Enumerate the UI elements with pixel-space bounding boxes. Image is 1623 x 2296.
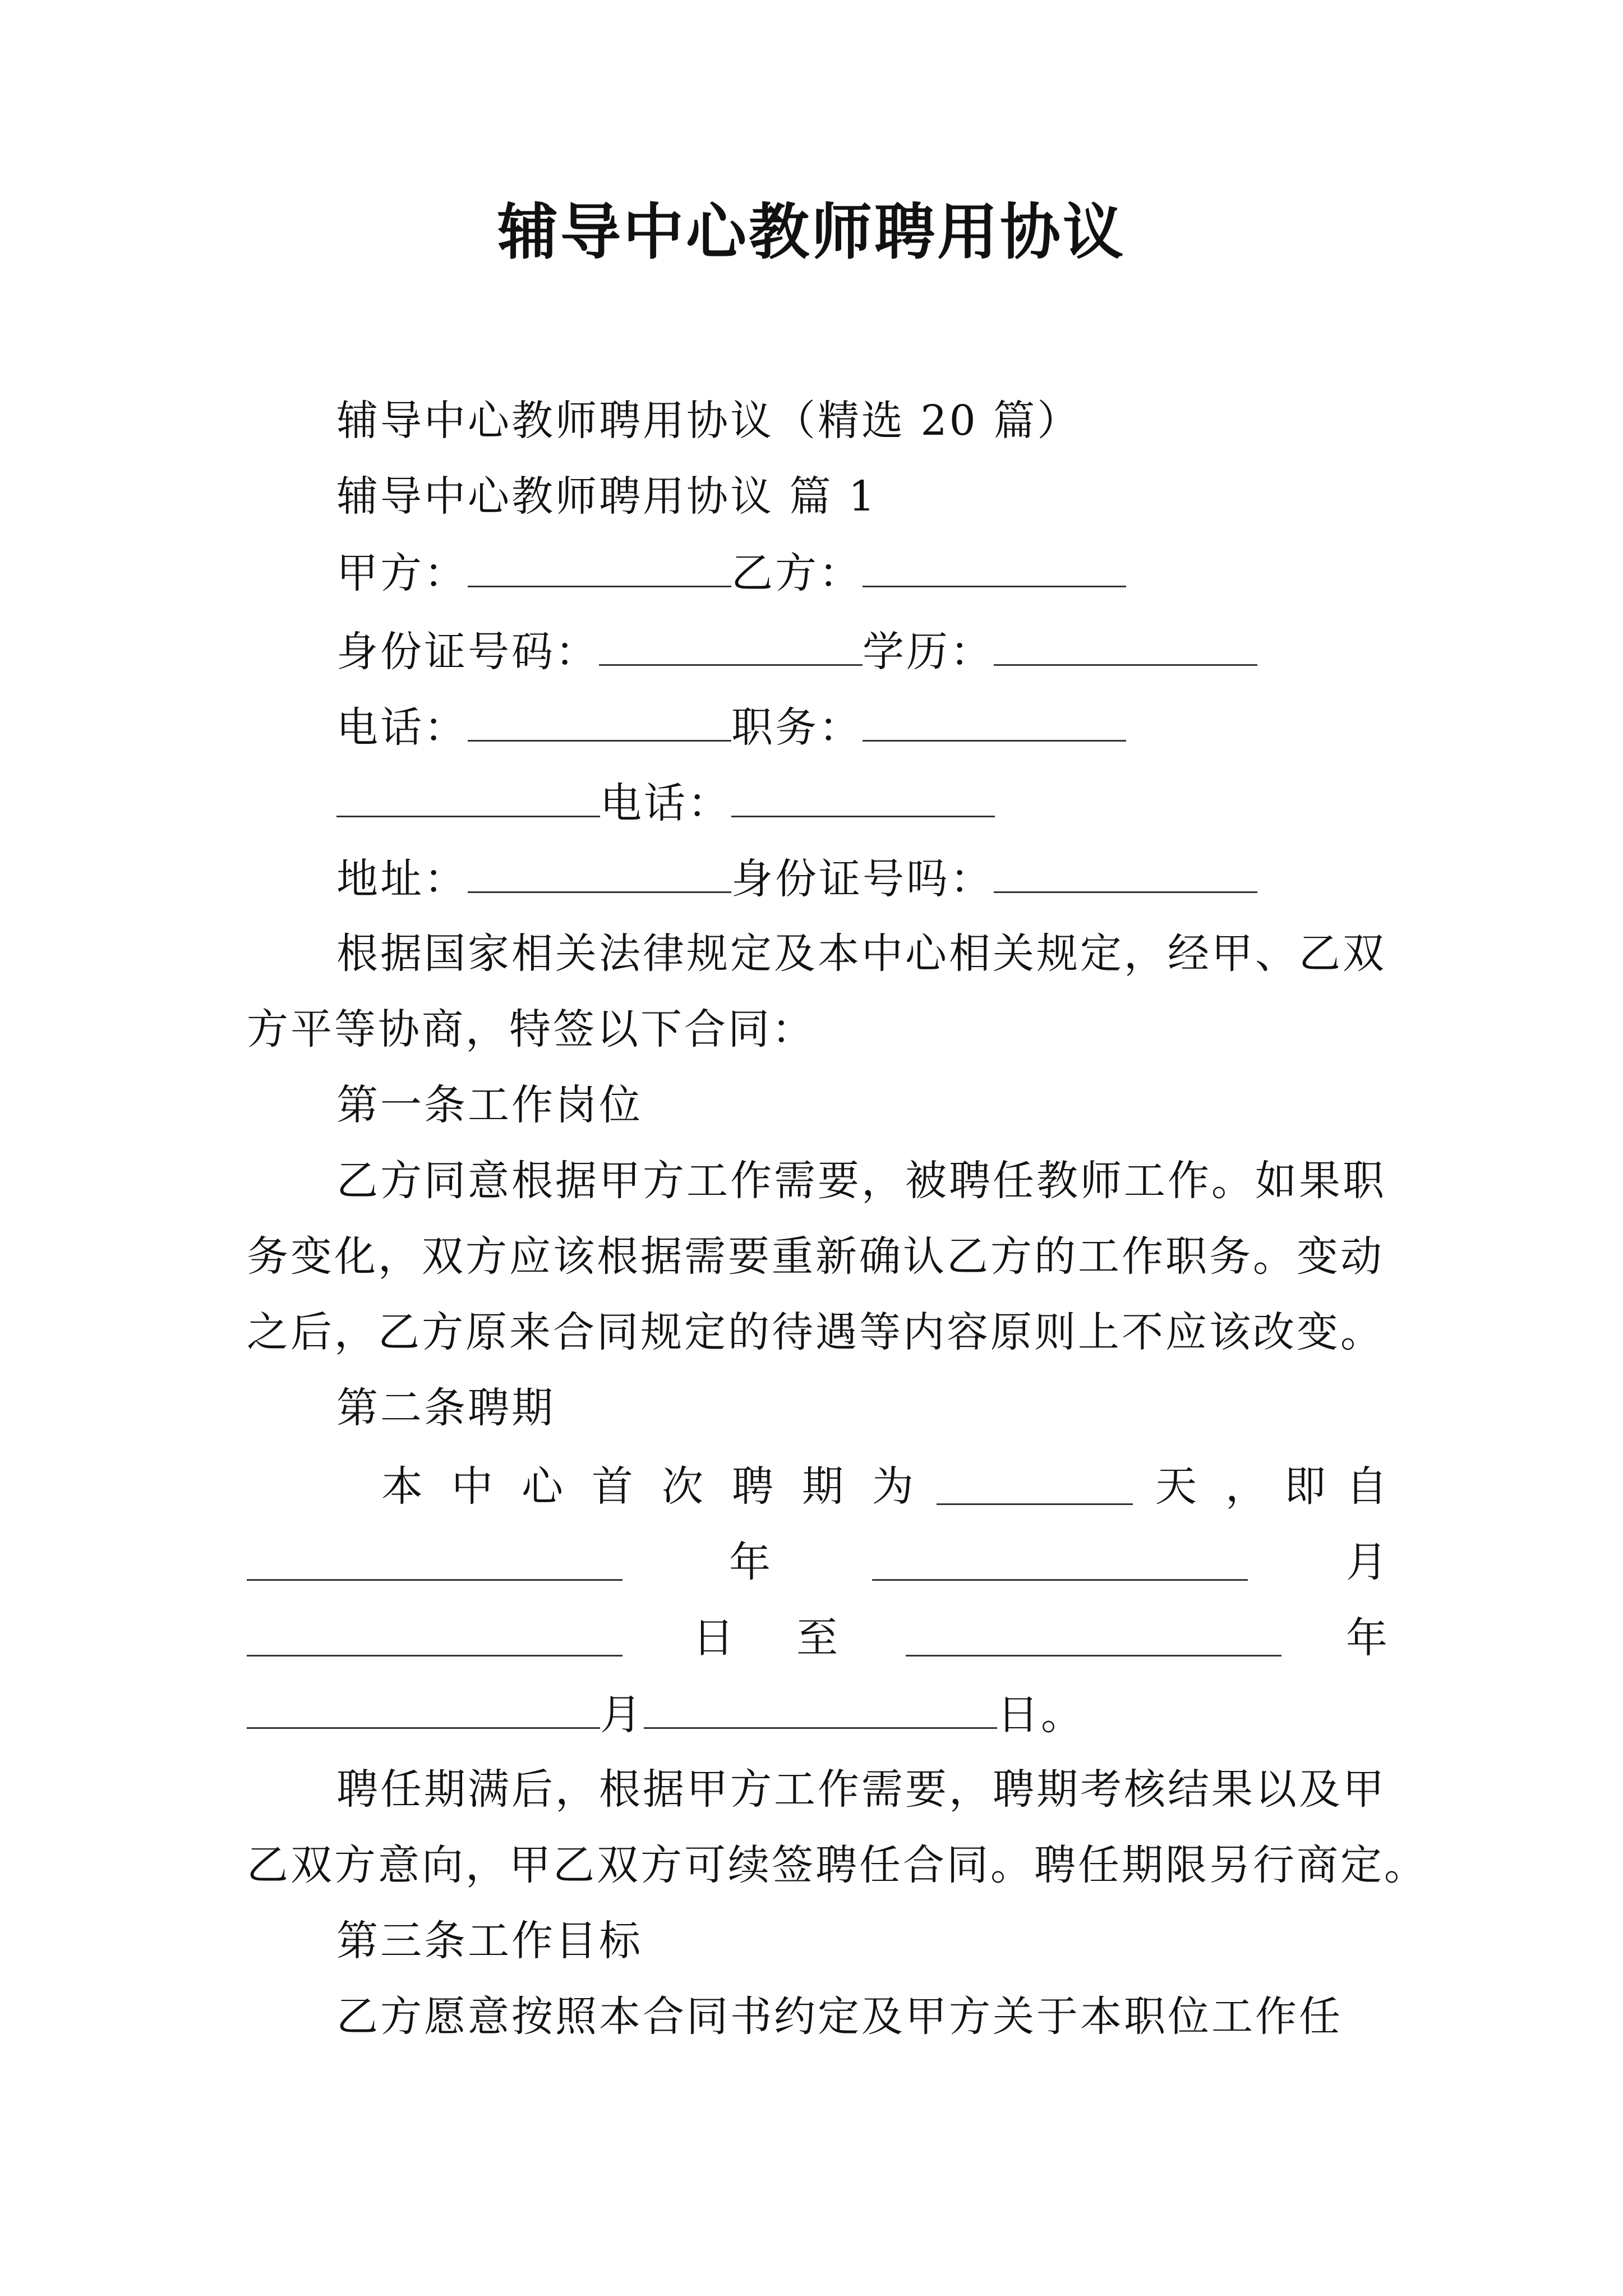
article-line: 之后，乙方原来合同规定的待遇等内容原则上不应该改变。 xyxy=(247,1308,1384,1356)
year-label: 年 xyxy=(1346,1614,1387,1662)
end-label: 日。 xyxy=(997,1691,1085,1739)
party-a-label: 甲方： xyxy=(336,549,468,597)
address-row xyxy=(336,850,1257,907)
article-heading: 第二条聘期 xyxy=(336,1384,555,1432)
start-month-blank[interactable] xyxy=(872,1538,1248,1581)
education-label: 学历： xyxy=(863,628,994,676)
document-subtitle: 辅导中心教师聘用协议（精选 20 篇） xyxy=(336,397,1081,445)
name-blank[interactable] xyxy=(336,774,600,817)
zi-char: 自 xyxy=(1346,1462,1387,1511)
party-row xyxy=(336,544,1126,601)
address-label: 地址： xyxy=(336,855,468,903)
term-char: 期 xyxy=(802,1462,843,1511)
article-line: 乙方同意根据甲方工作需要，被聘任教师工作。如果职 xyxy=(336,1157,1386,1205)
term-days-blank[interactable] xyxy=(937,1462,1133,1505)
ji-char: 即 xyxy=(1284,1462,1326,1511)
phone-b-label: 电话： xyxy=(600,779,731,827)
month-label: 月 xyxy=(1346,1538,1387,1586)
term-char: 聘 xyxy=(732,1462,773,1511)
address-blank[interactable] xyxy=(468,850,731,893)
renewal-line: 聘任期满后，根据甲方工作需要，聘期考核结果以及甲 xyxy=(336,1765,1386,1814)
id-number-b-blank[interactable] xyxy=(994,850,1257,893)
phone-b-row xyxy=(336,774,995,831)
intro-line: 方平等协商，特签以下合同： xyxy=(247,1005,815,1053)
term-char: 次 xyxy=(662,1462,703,1511)
term-char: 中 xyxy=(451,1462,493,1511)
id-row xyxy=(336,623,1257,680)
article-heading: 第一条工作岗位 xyxy=(336,1081,643,1129)
party-a-blank[interactable] xyxy=(468,544,731,587)
year-label: 年 xyxy=(729,1538,771,1586)
start-date-row xyxy=(247,1534,1385,1590)
article-line: 务变化，双方应该根据需要重新确认乙方的工作职务。变动 xyxy=(247,1232,1384,1281)
id-number-blank[interactable] xyxy=(599,623,863,666)
term-char: 本 xyxy=(381,1462,423,1511)
end-month-blank[interactable] xyxy=(247,1686,600,1729)
id-number-label: 身份证号码： xyxy=(336,628,599,676)
position-label: 职务： xyxy=(731,703,863,752)
id-number-b-label: 身份证号吗： xyxy=(731,855,994,903)
term-char: 心 xyxy=(522,1462,563,1511)
education-blank[interactable] xyxy=(994,623,1257,666)
end-year-blank[interactable] xyxy=(906,1613,1281,1657)
end-date-row xyxy=(247,1610,1385,1666)
document-title: 辅导中心教师聘用协议 xyxy=(497,197,1126,268)
phone-a-label: 电话： xyxy=(336,703,468,752)
phone-a-blank[interactable] xyxy=(468,698,731,742)
term-char: 为 xyxy=(872,1462,914,1511)
start-day-blank[interactable] xyxy=(247,1613,623,1657)
term-row xyxy=(247,1458,1385,1515)
party-b-label: 乙方： xyxy=(731,549,863,597)
intro-line: 根据国家相关法律规定及本中心相关规定，经甲、乙双 xyxy=(336,930,1386,978)
start-year-blank[interactable] xyxy=(247,1538,623,1581)
section-heading: 辅导中心教师聘用协议 篇 1 xyxy=(336,472,878,521)
party-b-blank[interactable] xyxy=(863,544,1126,587)
term-char: 首 xyxy=(592,1462,633,1511)
position-blank[interactable] xyxy=(863,698,1126,742)
month-label: 月 xyxy=(600,1691,644,1739)
to-label: 至 xyxy=(796,1614,838,1662)
end-day-blank[interactable] xyxy=(644,1686,997,1729)
article-heading: 第三条工作目标 xyxy=(336,1917,643,1965)
day-label: 日 xyxy=(693,1614,734,1662)
phone-b-blank[interactable] xyxy=(731,774,995,817)
article-line: 乙方愿意按照本合同书约定及甲方关于本职位工作任 xyxy=(336,1993,1343,2041)
end-date-row-2 xyxy=(247,1686,1085,1743)
comma: ， xyxy=(1225,1462,1267,1511)
phone-row xyxy=(336,698,1126,756)
day-unit: 天 xyxy=(1155,1462,1197,1511)
renewal-line: 乙双方意向，甲乙双方可续签聘任合同。聘任期限另行商定。 xyxy=(247,1841,1428,1889)
